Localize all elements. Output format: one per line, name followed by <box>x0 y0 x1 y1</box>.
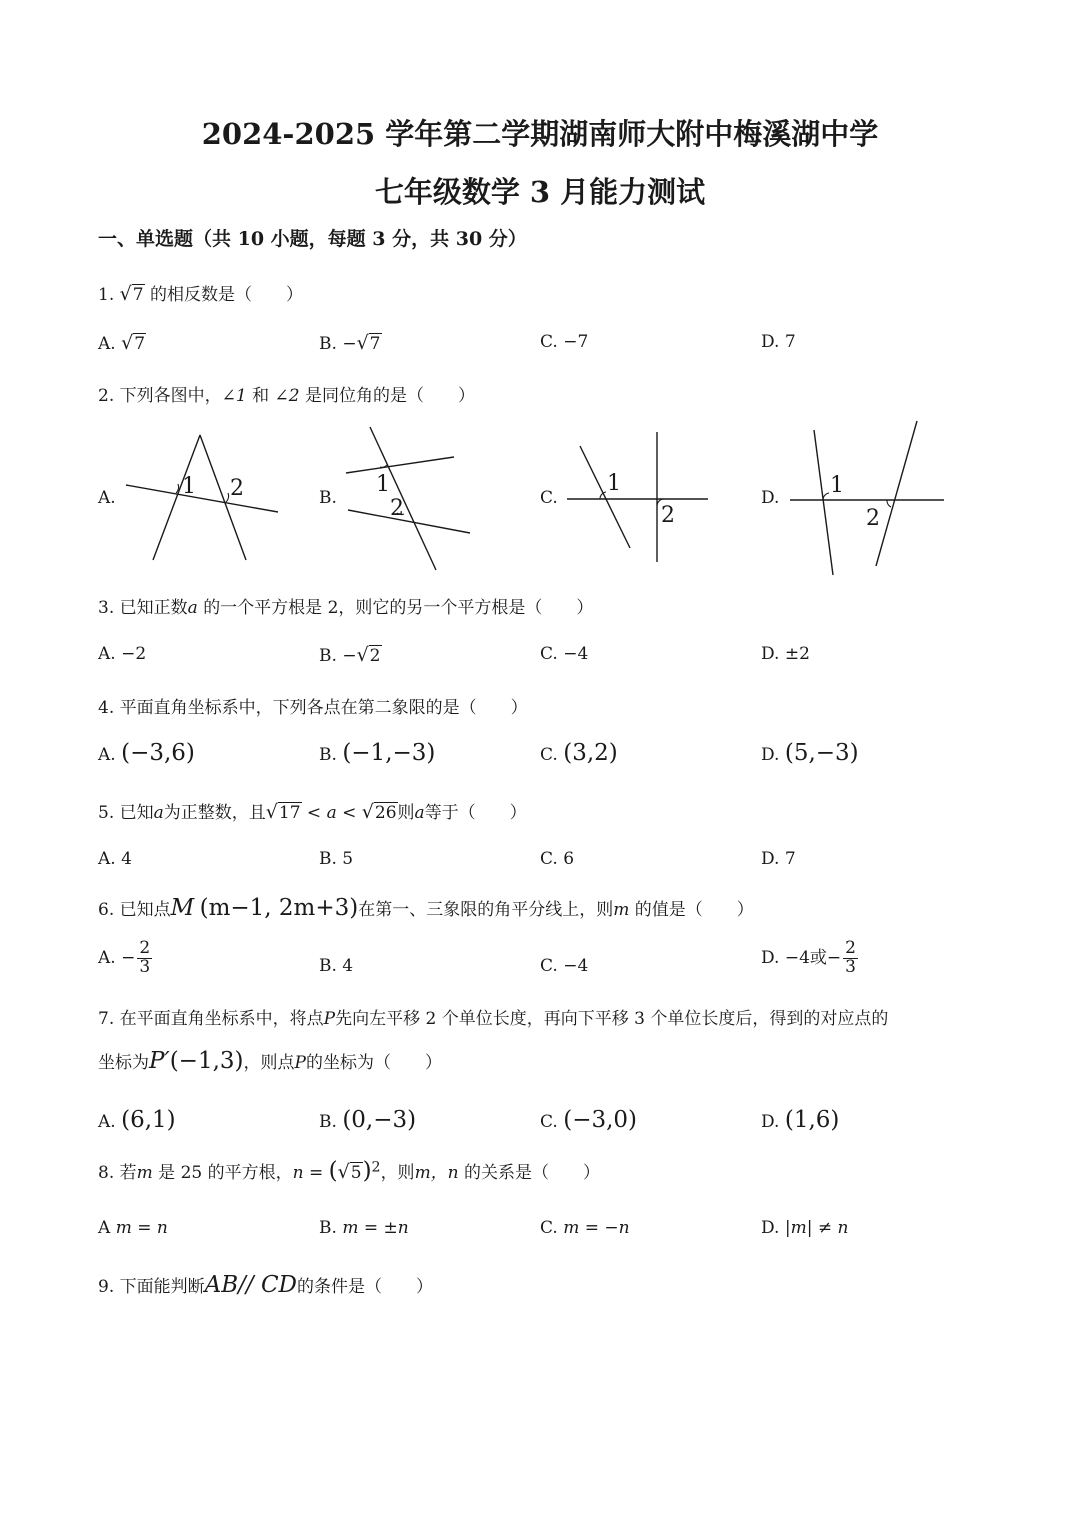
question-1: 1. √7 的相反数是（ ） <box>98 283 303 305</box>
q2-b-mark-1: 1 <box>376 472 390 497</box>
q8-option-d[interactable]: D. |m| ≠ n <box>761 1218 849 1238</box>
q8-option-a[interactable]: A m = n <box>98 1218 168 1238</box>
q3-option-a[interactable]: A. −2 <box>98 644 147 664</box>
q6-option-a[interactable]: A. − $\frac{2}{3}$ <box>98 938 151 977</box>
question-3: 3. 已知正数a 的一个平方根是 2，则它的另一个平方根是（ ） <box>98 598 594 618</box>
q5-option-d[interactable]: D. 7 <box>761 849 796 869</box>
q2-figure-b <box>340 425 485 575</box>
question-7-line1: 7. 在平面直角坐标系中，将点P先向左平移 2 个单位长度，再向下平移 3 个单位长度后，得到的对应点的 <box>98 1009 889 1029</box>
q3-option-d[interactable]: D. ±2 <box>761 644 810 664</box>
q2-option-a[interactable]: A. <box>98 488 116 508</box>
q2-d-mark-1: 1 <box>830 473 844 498</box>
q2-a-mark-2: 2 <box>230 476 244 501</box>
q6-option-c[interactable]: C. −4 <box>540 956 589 976</box>
q5-option-a[interactable]: A. 4 <box>98 849 132 869</box>
q8-option-b[interactable]: B. m = ±n <box>319 1218 409 1238</box>
q7-option-c[interactable]: C. (−3,0) <box>540 1107 638 1133</box>
q4-option-a[interactable]: A. (−3,6) <box>98 740 195 766</box>
q3-option-c[interactable]: C. −4 <box>540 644 589 664</box>
q1-option-a[interactable]: A. √7 <box>98 332 146 354</box>
q1-option-c[interactable]: C. −7 <box>540 332 589 352</box>
question-8: 8. 若m 是 25 的平方根，$n = (√5)^2$，则m，n 的关系是（ ） <box>98 1158 601 1184</box>
q1-option-d[interactable]: D. 7 <box>761 332 796 352</box>
q2-option-d[interactable]: D. <box>761 488 780 508</box>
q7-option-d[interactable]: D. (1,6) <box>761 1107 840 1133</box>
q4-option-d[interactable]: D. (5,−3) <box>761 740 859 766</box>
q3-option-b[interactable]: B. −√2 <box>319 644 381 666</box>
q2-c-mark-2: 2 <box>661 503 675 528</box>
q7-option-b[interactable]: B. (0,−3) <box>319 1107 417 1133</box>
q2-figure-c <box>565 430 715 565</box>
question-7-line2: 坐标为P′(−1,3)，则点P的坐标为（ ） <box>98 1048 442 1074</box>
q8-option-c[interactable]: C. m = −n <box>540 1218 630 1238</box>
question-4: 4. 平面直角坐标系中，下列各点在第二象限的是（ ） <box>98 698 528 718</box>
q4-option-c[interactable]: C. (3,2) <box>540 740 618 766</box>
q2-option-c[interactable]: C. <box>540 488 558 508</box>
q7-option-a[interactable]: A. (6,1) <box>98 1107 176 1133</box>
q2-option-b[interactable]: B. <box>319 488 337 508</box>
q2-b-mark-2: 2 <box>390 496 404 521</box>
q6-option-d[interactable]: D. −4或− $\frac{2}{3}$ <box>761 938 856 977</box>
question-6: 6. 已知点M (m−1, 2m+3)在第一、三象限的角平分线上，则m 的值是（ ） <box>98 895 754 921</box>
q2-figure-d <box>788 418 948 578</box>
exam-title-line1: 2024-2025 学年第二学期湖南师大附中梅溪湖中学 <box>201 117 879 151</box>
q4-option-b[interactable]: B. (−1,−3) <box>319 740 436 766</box>
q1-option-b[interactable]: B. −√7 <box>319 332 381 354</box>
q2-a-mark-1: 1 <box>182 474 196 499</box>
question-2: 2. 下列各图中，∠1 和 ∠2 是同位角的是（ ） <box>98 386 475 406</box>
question-5: 5. 已知a为正整数，且√17 < a < √26则a等于（ ） <box>98 801 527 823</box>
q1-radicand: 7 <box>132 285 144 305</box>
section-heading: 一、单选题（共 10 小题，每题 3 分，共 30 分） <box>98 228 527 250</box>
q2-d-mark-2: 2 <box>866 506 880 531</box>
question-9: 9. 下面能判断AB// CD的条件是（ ） <box>98 1272 433 1298</box>
q2-c-mark-1: 1 <box>607 471 621 496</box>
q2-figure-a <box>120 430 290 565</box>
q6-option-b[interactable]: B. 4 <box>319 956 354 976</box>
q5-option-c[interactable]: C. 6 <box>540 849 575 869</box>
q5-option-b[interactable]: B. 5 <box>319 849 354 869</box>
exam-title-line2: 七年级数学 3 月能力测试 <box>374 175 706 209</box>
